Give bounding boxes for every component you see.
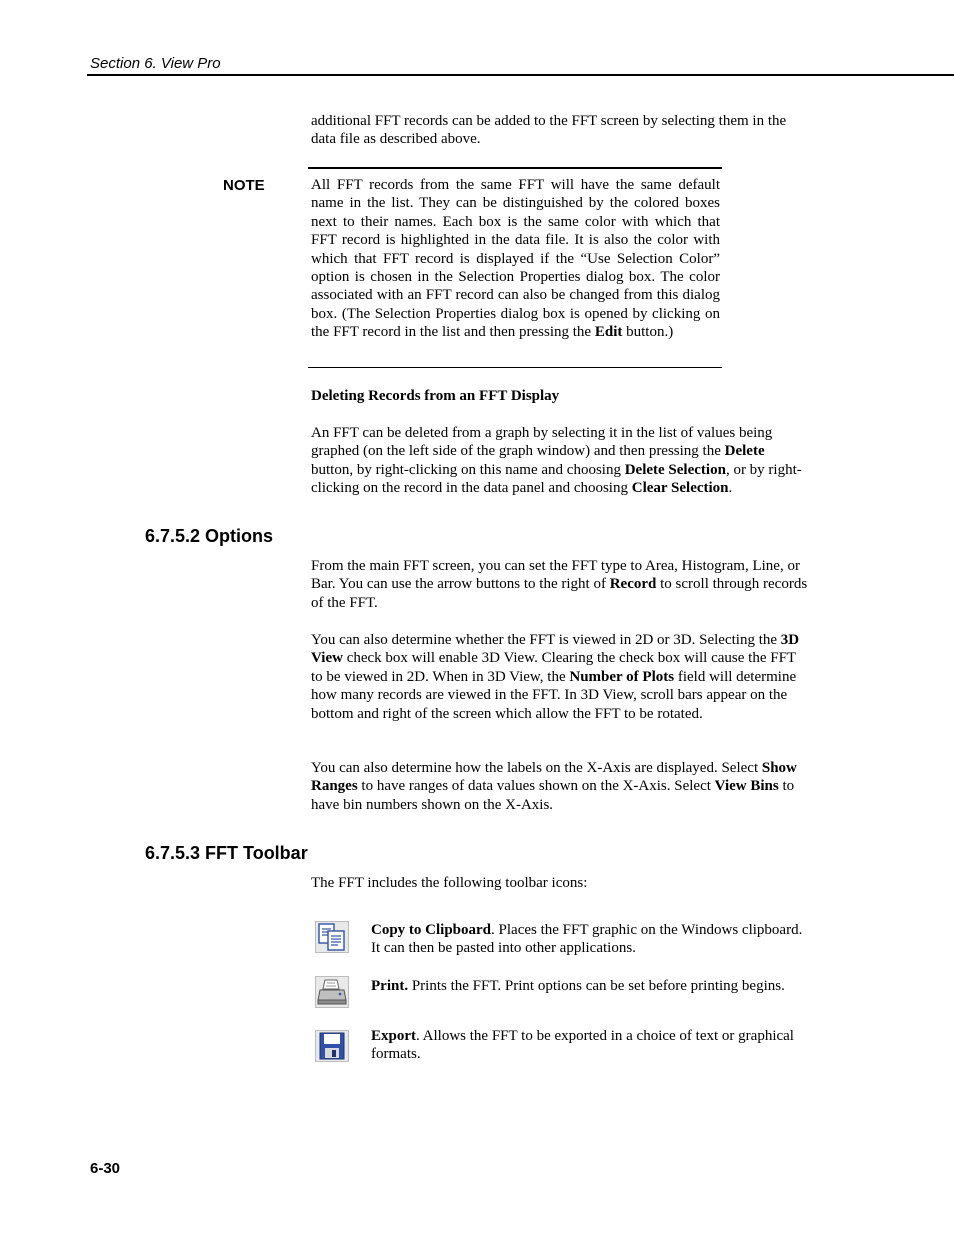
running-header: Section 6. View Pro: [90, 55, 221, 72]
copy-to-clipboard-icon: [315, 921, 349, 953]
note-label: NOTE: [223, 177, 265, 194]
floppy-disk-icon: [315, 1030, 349, 1062]
deleting-paragraph: An FFT can be deleted from a graph by selecting it in the list of values being graphed (on the left side of the graph window) and then pressing the Delete button, by right-clicking on this name and choosing Delete Selection, or by right-clicking on the record in the data panel and choosing Clear Selection.: [311, 425, 802, 497]
options-paragraph-2: You can also determine whether the FFT is viewed in 2D or 3D. Selecting the 3D View check box will enable 3D View. Clearing the check box will cause the FFT to be viewed in 2D. When in 3D View, the Number of Plots field will determine how many records are viewed in the FFT. In 3D View, scroll bars appear on the bottom and right of the screen which allow the FFT to be rotated.: [311, 632, 800, 722]
printer-icon: [315, 976, 349, 1008]
toolbar-heading: 6.7.5.3 FFT Toolbar: [145, 843, 308, 863]
deleting-heading: Deleting Records from an FFT Display: [311, 388, 560, 404]
intro-paragraph: additional FFT records can be added to the FFT screen by selecting them in the data file as described above.: [311, 113, 787, 148]
page-number: 6-30: [90, 1160, 121, 1177]
note-bottom-rule: [308, 367, 722, 368]
print-description: Print. Prints the FFT. Print options can be set before printing begins.: [371, 978, 785, 994]
copy-to-clipboard-description: Copy to Clipboard. Places the FFT graphic on the Windows clipboard. It can then be pasted into other applications.: [371, 922, 803, 957]
header-rule: [87, 74, 954, 76]
options-paragraph-1: From the main FFT screen, you can set the FFT type to Area, Histogram, Line, or Bar. You can use the arrow buttons to the right of Record to scroll through records of the FFT.: [311, 558, 808, 611]
note-top-rule: [308, 167, 722, 169]
toolbar-intro: The FFT includes the following toolbar icons:: [311, 875, 588, 891]
note-text: All FFT records from the same FFT will have the same default name in the list. They can be distinguished by the colored boxes next to their names. Each box is the same color with which that FFT record is highlighted in the data file. It is also the color with which that FFT record is displayed if the “Use Selection Color” option is chosen in the Selection Properties dialog box. The color associated with an FFT record can also be changed from this dialog box. (The Selection Properties dialog box is opened by clicking on the FFT record in the list and then pressing the Edit button.): [311, 177, 720, 341]
export-description: Export. Allows the FFT to be exported in a choice of text or graphical formats.: [371, 1028, 794, 1063]
options-paragraph-3: You can also determine how the labels on the X-Axis are displayed. Select Show Ranges to have ranges of data values shown on the X-Axis. Select View Bins to have bin numbers shown on the X-Axis.: [311, 760, 797, 813]
options-heading: 6.7.5.2 Options: [145, 526, 274, 546]
note-edit-bold: Edit: [594, 324, 623, 341]
